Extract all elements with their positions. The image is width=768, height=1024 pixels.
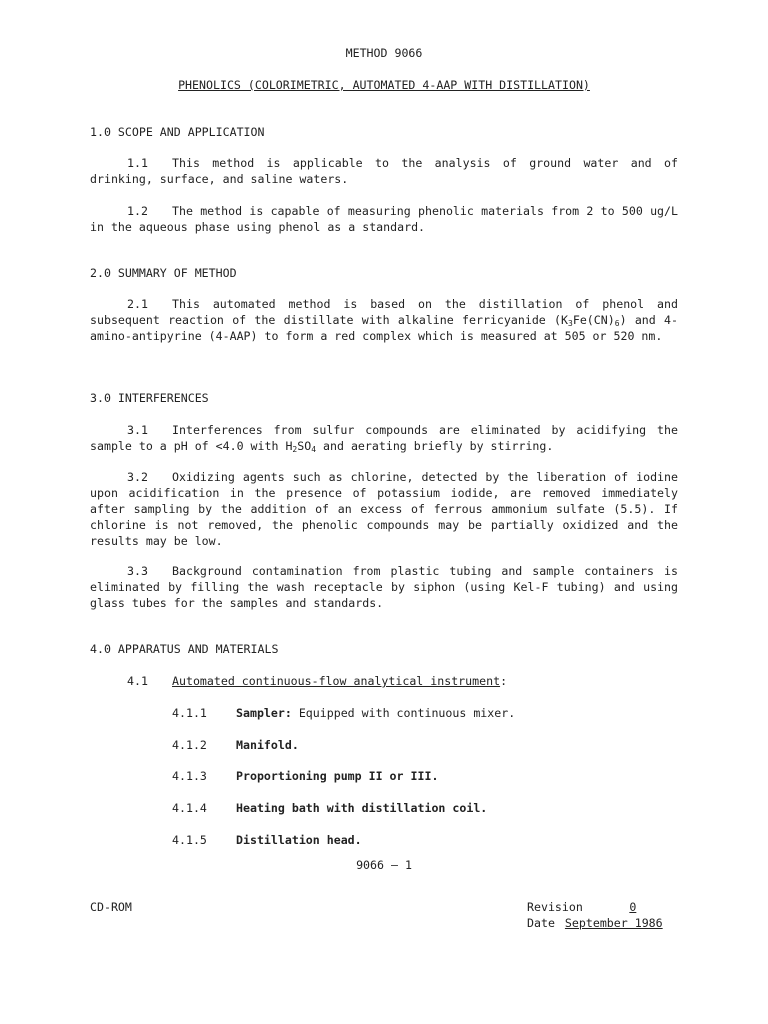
section-2-heading: 2.0 SUMMARY OF METHOD [90, 266, 237, 280]
paragraph-number: 3.2 [127, 470, 148, 484]
paragraph-text: This automated method is based on the distillation of phenol and subsequent reaction of the distillate with alkaline ferricyanide (K [90, 297, 678, 327]
section-1-heading: 1.0 SCOPE AND APPLICATION [90, 125, 265, 139]
subscript: 3 [568, 319, 573, 328]
paragraph-3-1 [90, 422, 678, 454]
footer-revision [527, 899, 679, 915]
paragraph-text: ) and 4-amino-antipyrine (4-AAP) to form a red complex which is measured at 505 or 520 nm. [90, 313, 678, 343]
paragraph-text: This method is applicable to the analysis of ground water and of drinking, surface, and saline waters. [90, 156, 678, 186]
paragraph-number: 3.3 [127, 564, 148, 578]
paragraph-2-1 [90, 296, 678, 344]
footer-date [527, 915, 679, 931]
document-title-text: PHENOLICS (COLORIMETRIC, AUTOMATED 4-AAP WITH DISTILLATION) [178, 78, 590, 92]
item-label: Heating bath with distillation coil. [236, 801, 488, 815]
revision-label: Revision [527, 900, 583, 914]
paragraph-4-1 [127, 673, 507, 689]
item-number: 4.1.1 [172, 706, 207, 720]
document-title [0, 77, 768, 93]
paragraph-title: Automated continuous-flow analytical instrument [172, 674, 501, 688]
section-4-heading: 4.0 APPARATUS AND MATERIALS [90, 642, 279, 656]
paragraph-3-3 [90, 563, 678, 611]
paragraph-text: and aerating briefly by stirring. [316, 439, 554, 453]
item-label: Manifold. [236, 738, 299, 752]
paragraph-number: 2.1 [127, 297, 148, 311]
paragraph-text: Oxidizing agents such as chlorine, detected by the liberation of iodine upon acidification in the presence of potassium iodide, are removed immediately after sampling by the addition of an excess of ferrous ammonium sulfate (5.5). If chlorine is not removed, the phenolic compounds may be partially oxidized and the results may be low. [90, 470, 678, 548]
paragraph-colon: : [500, 674, 508, 688]
subscript: 2 [292, 445, 298, 454]
subscript: 4 [311, 445, 317, 454]
item-number: 4.1.4 [172, 801, 207, 815]
method-number: METHOD 9066 [345, 46, 423, 60]
date-label: Date [527, 916, 555, 930]
section-3-heading: 3.0 INTERFERENCES [90, 391, 209, 405]
footer-cdrom: CD-ROM [90, 900, 132, 914]
item-4-1-4 [172, 800, 487, 816]
page-number: 9066 – 1 [356, 858, 412, 872]
paragraph-text: Background contamination from plastic tubing and sample containers is eliminated by filling the wash receptacle by siphon (using Kel-F tubing) and using glass tubes for the samples and standards. [90, 564, 678, 610]
paragraph-text: SO [297, 439, 312, 453]
paragraph-number: 1.1 [127, 156, 148, 170]
paragraph-number: 3.1 [127, 423, 148, 437]
paragraph-3-2 [90, 469, 678, 549]
item-label: Proportioning pump II or III. [236, 769, 439, 783]
item-4-1-1 [172, 705, 515, 721]
paragraph-number: 1.2 [127, 204, 148, 218]
item-label: Sampler: [236, 706, 292, 720]
paragraph-1-2 [90, 203, 678, 235]
subscript: 6 [614, 319, 620, 328]
paragraph-1-1 [90, 155, 678, 187]
item-number: 4.1.5 [172, 833, 207, 847]
revision-value: 0 [629, 900, 637, 914]
paragraph-text: The method is capable of measuring phenolic materials from 2 to 500 ug/L in the aqueous phase using phenol as a standard. [90, 204, 678, 234]
item-4-1-5 [172, 832, 362, 848]
paragraph-text: Interferences from sulfur compounds are eliminated by acidifying the sample to a pH of <4.0 with H [90, 423, 678, 453]
paragraph-text: Fe(CN) [572, 313, 615, 327]
item-label: Distillation head. [236, 833, 362, 847]
item-number: 4.1.2 [172, 738, 207, 752]
item-text: Equipped with continuous mixer. [291, 706, 516, 720]
date-value: September 1986 [564, 916, 663, 930]
paragraph-number: 4.1 [127, 674, 148, 688]
item-number: 4.1.3 [172, 769, 207, 783]
item-4-1-2 [172, 737, 299, 753]
item-4-1-3 [172, 768, 438, 784]
